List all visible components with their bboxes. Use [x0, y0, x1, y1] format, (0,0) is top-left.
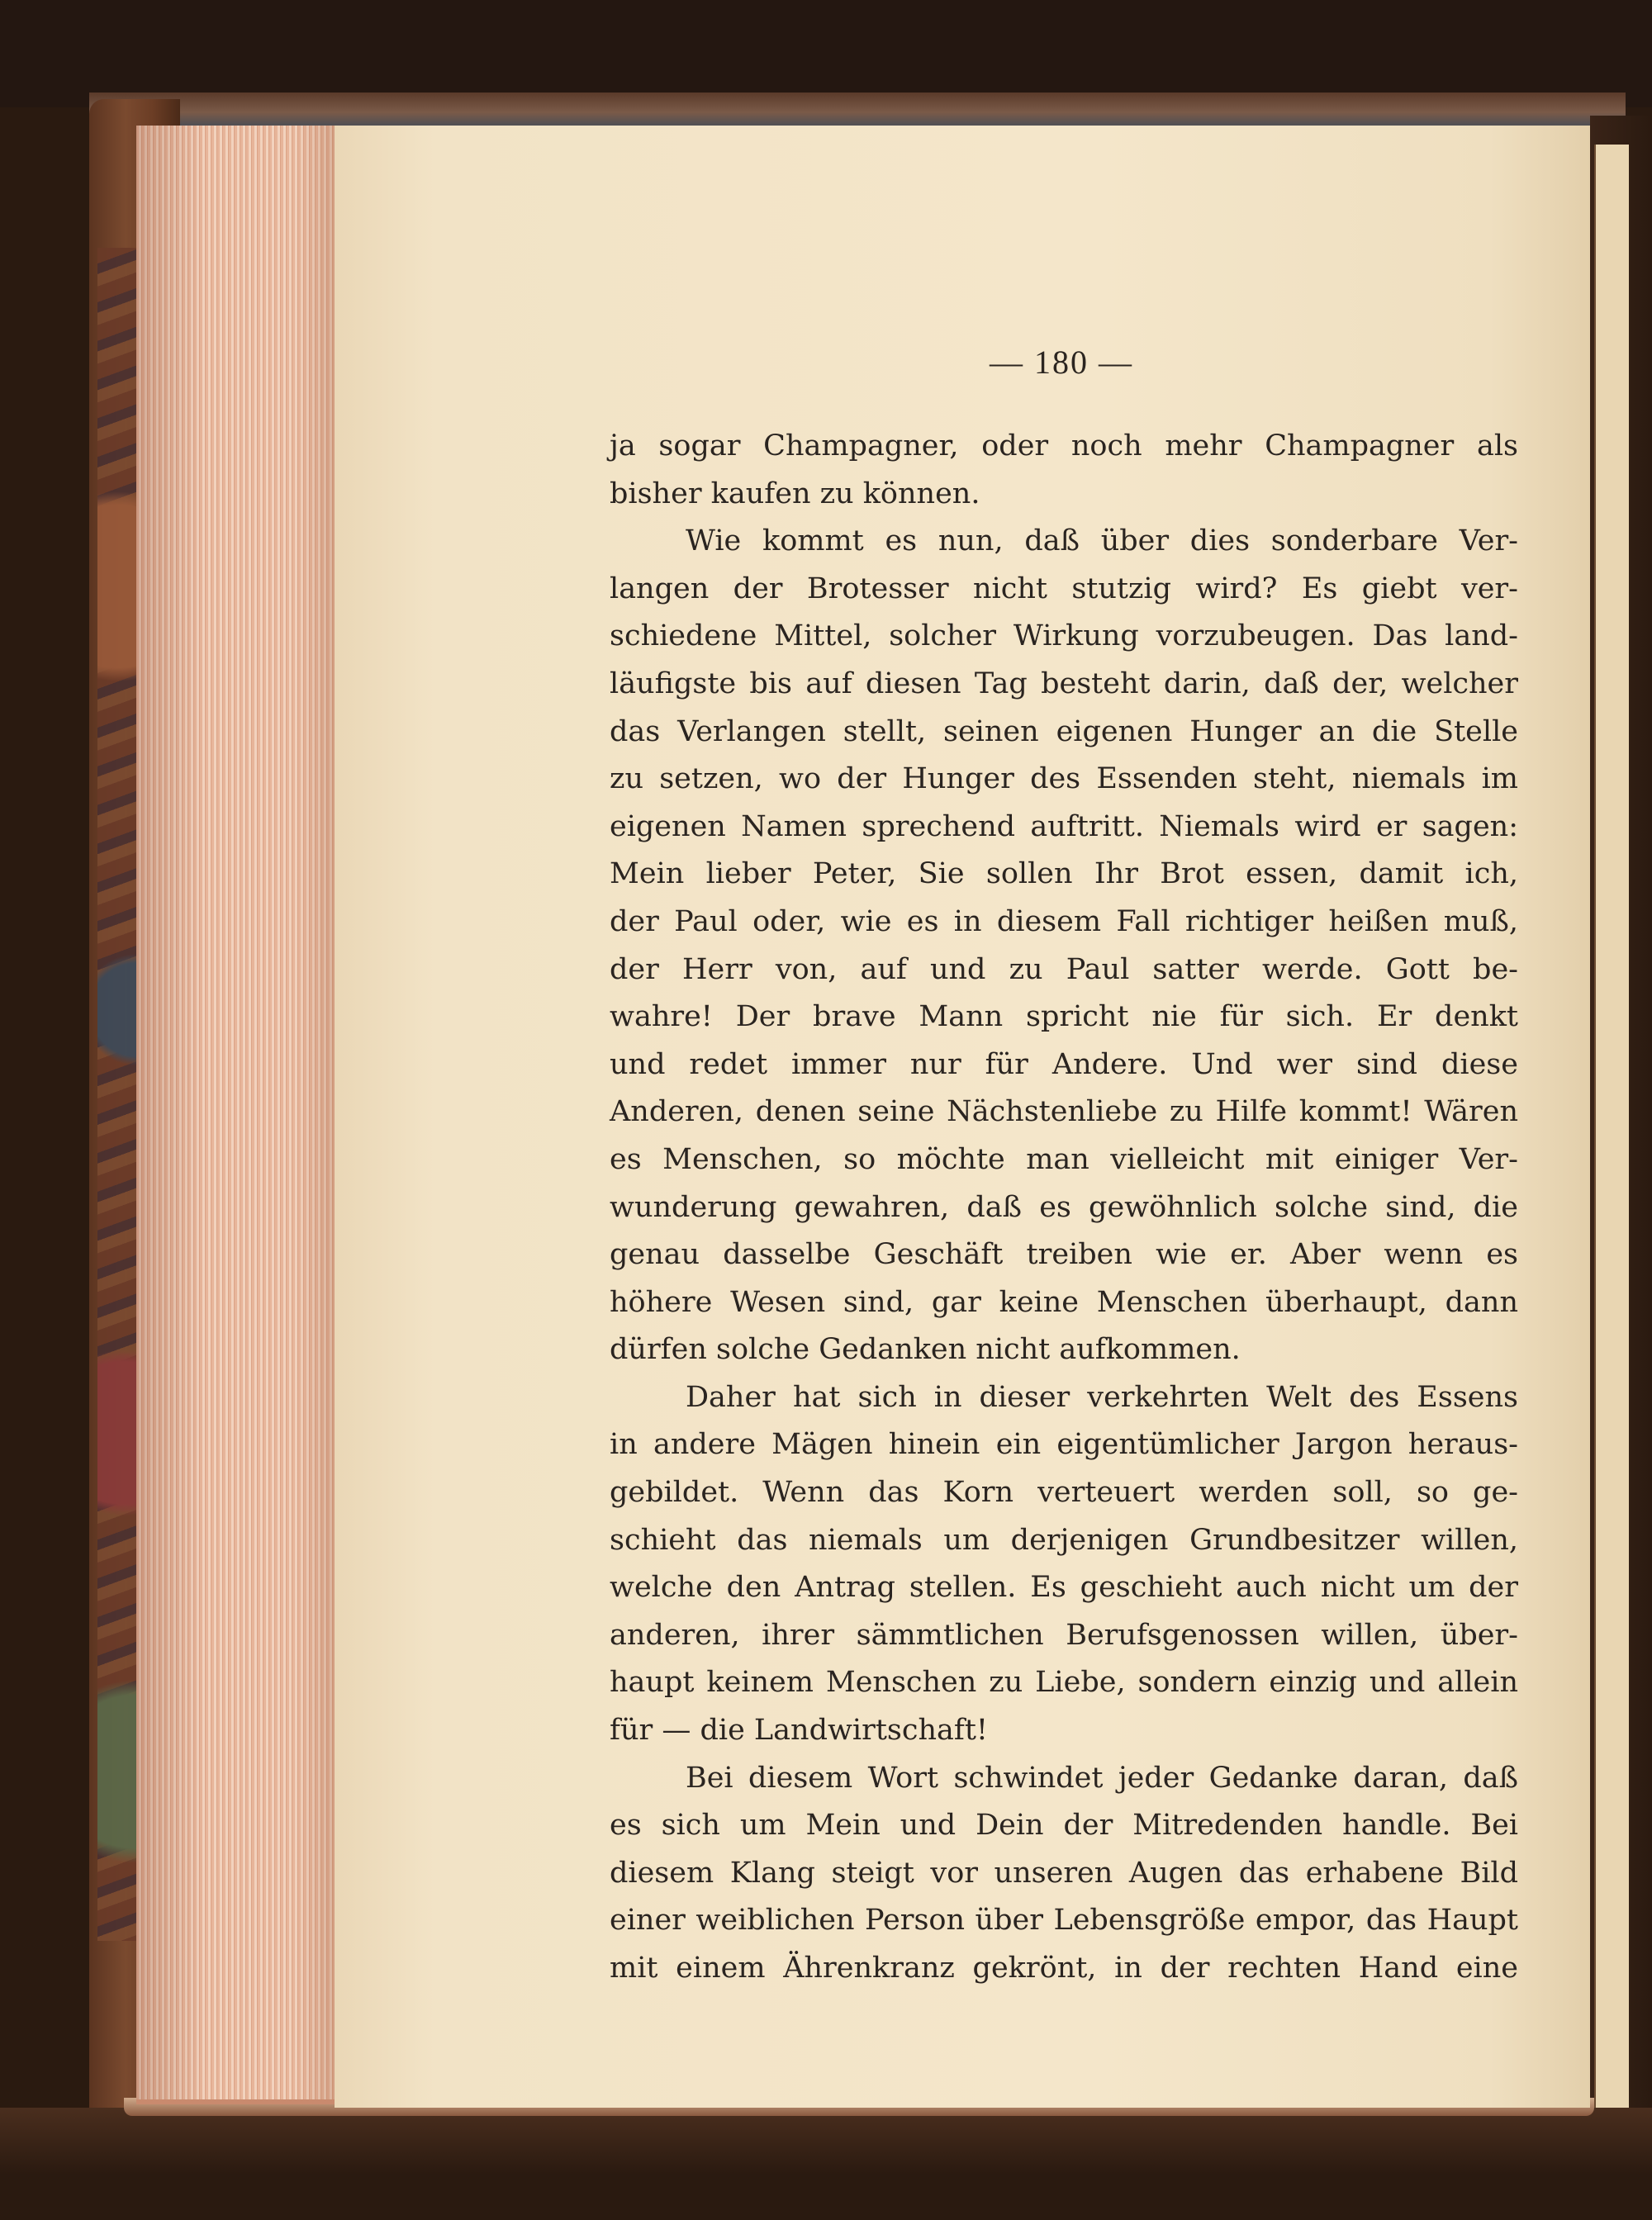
text-line: anderen, ihrer sämmtlichen Berufsgenossen willen, über-: [610, 1618, 1518, 1652]
text-line: welche den Antrag stellen. Es geschieht auch nicht um der: [610, 1571, 1518, 1605]
text-line: in andere Mägen hinein ein eigentümlicher Jargon heraus-: [610, 1428, 1518, 1462]
backdrop-top: [0, 0, 1652, 107]
text-line: genau dasselbe Geschäft treiben wie er. Aber wenn es: [610, 1238, 1518, 1272]
body-text: [610, 423, 1518, 1993]
text-line: bisher kaufen zu können.: [610, 477, 980, 510]
text-line: Wie kommt es nun, daß über dies sonderbare Ver-: [686, 524, 1518, 558]
text-line: Mein lieber Peter, Sie sollen Ihr Brot essen, damit ich,: [610, 857, 1518, 891]
text-line: Anderen, denen seine Nächstenliebe zu Hilfe kommt! Wären: [610, 1095, 1518, 1129]
text-line: für — die Landwirtschaft!: [610, 1714, 988, 1748]
text-line: gebildet. Wenn das Korn verteuert werden soll, so ge-: [610, 1476, 1518, 1510]
text-line: einer weiblichen Person über Lebensgröße empor, das Haupt: [610, 1904, 1518, 1938]
text-line: dürfen solche Gedanken nicht aufkommen.: [610, 1333, 1241, 1367]
text-line: der Paul oder, wie es in diesem Fall richtiger heißen muß,: [610, 904, 1518, 938]
text-line: Bei diesem Wort schwindet jeder Gedanke daran, daß: [686, 1761, 1518, 1795]
text-line: wahre! Der brave Mann spricht nie für sich. Er denkt: [610, 1000, 1518, 1034]
text-line: und redet immer nur für Andere. Und wer sind diese: [610, 1047, 1518, 1081]
text-line: Daher hat sich in dieser verkehrten Welt des Essens: [686, 1380, 1518, 1414]
text-line: wunderung gewahren, daß es gewöhnlich solche sind, die: [610, 1190, 1518, 1224]
text-line: schieht das niemals um derjenigen Grundbesitzer willen,: [610, 1523, 1518, 1557]
page-block-shading: [136, 126, 335, 2099]
text-line: der Herr von, auf und zu Paul satter werde. Gott be-: [610, 952, 1518, 986]
facing-page-edge: [1594, 145, 1629, 2110]
page-number: — 180 —: [990, 344, 1133, 381]
text-line: langen der Brotesser nicht stutzig wird? Es giebt ver-: [610, 572, 1518, 605]
text-line: es sich um Mein und Dein der Mitredenden handle. Bei: [610, 1809, 1518, 1843]
text-line: höhere Wesen sind, gar keine Menschen überhaupt, dann: [610, 1285, 1518, 1319]
text-line: mit einem Ährenkranz gekrönt, in der rechten Hand eine: [610, 1952, 1518, 1985]
text-line: es Menschen, so möchte man vielleicht mit einiger Ver-: [610, 1142, 1518, 1176]
text-line: zu setzen, wo der Hunger des Essenden steht, niemals im: [610, 762, 1518, 796]
text-line: haupt keinem Menschen zu Liebe, sondern einzig und allein: [610, 1666, 1518, 1700]
backdrop-bottom: [0, 2108, 1652, 2220]
text-line: läufigste bis auf diesen Tag besteht darin, daß der, welcher: [610, 666, 1518, 700]
text-line: schiedene Mittel, solcher Wirkung vorzubeugen. Das land-: [610, 619, 1518, 653]
text-line: eigenen Namen sprechend auftritt. Niemals wird er sagen:: [610, 809, 1518, 843]
text-line: das Verlangen stellt, seinen eigenen Hunger an die Stelle: [610, 714, 1518, 748]
text-line: diesem Klang steigt vor unseren Augen das erhabene Bild: [610, 1856, 1518, 1890]
text-line: ja sogar Champagner, oder noch mehr Champagner als: [610, 429, 1518, 462]
